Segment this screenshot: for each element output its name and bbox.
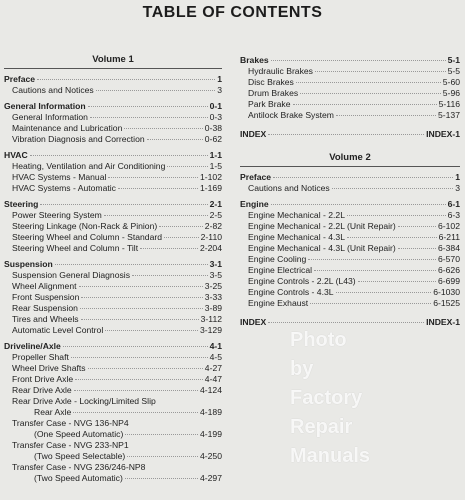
leader-dots bbox=[300, 93, 441, 94]
toc-entry[interactable] bbox=[4, 440, 222, 451]
leader-dots bbox=[147, 139, 203, 140]
entry-label: Engine Exhaust bbox=[248, 298, 309, 308]
leader-dots bbox=[80, 308, 203, 309]
entry-label: Engine bbox=[240, 199, 269, 209]
entry-label: Engine Controls - 4.3L bbox=[248, 287, 334, 297]
entry-page: 5-96 bbox=[442, 88, 460, 98]
leader-dots bbox=[358, 281, 436, 282]
entry-page: 3-33 bbox=[204, 292, 222, 302]
toc-entry[interactable] bbox=[4, 281, 222, 292]
leader-dots bbox=[88, 106, 208, 107]
entry-label: Power Steering System bbox=[12, 210, 102, 220]
leader-dots bbox=[273, 177, 453, 178]
leader-dots bbox=[332, 188, 454, 189]
leader-dots bbox=[336, 115, 436, 116]
toc-entry[interactable] bbox=[4, 363, 222, 374]
leader-dots bbox=[73, 412, 198, 413]
toc-entry[interactable] bbox=[240, 298, 460, 309]
entry-page: 2-204 bbox=[200, 243, 222, 253]
toc-entry[interactable] bbox=[4, 396, 222, 407]
leader-dots bbox=[271, 60, 446, 61]
leader-dots bbox=[167, 166, 207, 167]
leader-dots bbox=[159, 226, 203, 227]
toc-entry[interactable] bbox=[4, 161, 222, 172]
toc-entry[interactable] bbox=[240, 77, 460, 88]
toc-section bbox=[240, 55, 460, 121]
entry-page: 6-626 bbox=[438, 265, 460, 275]
entry-label: Maintenance and Lubrication bbox=[12, 123, 123, 133]
leader-dots bbox=[71, 357, 208, 358]
entry-label: Cautions and Notices bbox=[248, 183, 330, 193]
entry-label-continued: Rear Axle bbox=[34, 407, 72, 417]
section-heading[interactable] bbox=[240, 55, 460, 66]
entry-page: 6-1525 bbox=[433, 298, 460, 308]
leader-dots bbox=[308, 259, 436, 260]
entry-label: Rear Drive Axle - Locking/Limited Slip bbox=[12, 396, 156, 406]
toc-section bbox=[4, 150, 222, 194]
leader-dots bbox=[74, 390, 198, 391]
entry-page: 5-60 bbox=[442, 77, 460, 87]
leader-dots bbox=[314, 270, 436, 271]
entry-label: Engine Cooling bbox=[248, 254, 307, 264]
leader-dots bbox=[127, 456, 198, 457]
entry-label: Engine Mechanical - 2.2L bbox=[248, 210, 345, 220]
toc-entry[interactable] bbox=[4, 112, 222, 123]
entry-label: Rear Drive Axle bbox=[12, 385, 72, 395]
entry-page: 2-1 bbox=[209, 199, 222, 209]
entry-label: Wheel Alignment bbox=[12, 281, 77, 291]
leader-dots bbox=[105, 330, 198, 331]
toc-entry[interactable] bbox=[240, 110, 460, 121]
entry-page: 1 bbox=[217, 74, 222, 84]
leader-dots bbox=[55, 264, 208, 265]
entry-label: Driveline/Axle bbox=[4, 341, 61, 351]
toc-entry[interactable] bbox=[4, 270, 222, 281]
entry-page: 4-199 bbox=[200, 429, 222, 439]
entry-label: HVAC Systems - Automatic bbox=[12, 183, 116, 193]
toc-entry[interactable] bbox=[4, 123, 222, 134]
volume-2-heading: Volume 2 bbox=[329, 152, 371, 163]
entry-page: 3-129 bbox=[200, 325, 222, 335]
entry-label: Steering bbox=[4, 199, 39, 209]
toc-entry[interactable] bbox=[4, 385, 222, 396]
entry-page: 4-124 bbox=[200, 385, 222, 395]
entry-label: General Information bbox=[4, 101, 86, 111]
entry-page: 6-102 bbox=[438, 221, 460, 231]
entry-page: 1-5 bbox=[209, 161, 222, 171]
entry-label-continued: (Two Speed Automatic) bbox=[34, 473, 123, 483]
entry-page: 3-1 bbox=[209, 259, 222, 269]
toc-entry[interactable] bbox=[4, 221, 222, 232]
toc-entry[interactable] bbox=[240, 210, 460, 221]
entry-page: 6-699 bbox=[438, 276, 460, 286]
entry-page: 3-112 bbox=[200, 314, 222, 324]
toc-section bbox=[240, 172, 460, 194]
entry-label: Preface bbox=[240, 172, 272, 182]
entry-label: HVAC bbox=[4, 150, 28, 160]
toc-entry[interactable] bbox=[240, 276, 460, 287]
toc-section bbox=[240, 199, 460, 309]
entry-label: Antilock Brake System bbox=[248, 110, 334, 120]
watermark-line: Factory bbox=[290, 387, 363, 409]
toc-entry[interactable] bbox=[4, 134, 222, 145]
entry-label: Cautions and Notices bbox=[12, 85, 94, 95]
index-entry-volume-1[interactable] bbox=[240, 129, 460, 140]
toc-entry[interactable] bbox=[4, 418, 222, 429]
entry-page: 5-116 bbox=[438, 99, 460, 109]
entry-label: Steering Linkage (Non-Rack & Pinion) bbox=[12, 221, 158, 231]
entry-page: 2-82 bbox=[204, 221, 222, 231]
entry-page: 0-62 bbox=[204, 134, 222, 144]
toc-entry[interactable] bbox=[240, 287, 460, 298]
entry-label: Engine Mechanical - 2.2L (Unit Repair) bbox=[248, 221, 396, 231]
entry-label: Rear Suspension bbox=[12, 303, 78, 313]
index-label: INDEX bbox=[240, 317, 267, 327]
left-column bbox=[4, 50, 222, 484]
toc-entry[interactable] bbox=[4, 325, 222, 336]
leader-dots bbox=[40, 204, 207, 205]
entry-label: Front Suspension bbox=[12, 292, 80, 302]
leader-dots bbox=[398, 248, 436, 249]
entry-page: 5-5 bbox=[447, 66, 460, 76]
leader-dots bbox=[75, 379, 203, 380]
toc-entry[interactable] bbox=[240, 88, 460, 99]
entry-page: 3-25 bbox=[204, 281, 222, 291]
toc-entry[interactable] bbox=[4, 303, 222, 314]
entry-page: 4-27 bbox=[204, 363, 222, 373]
leader-dots bbox=[108, 177, 198, 178]
index-page: INDEX-1 bbox=[426, 317, 460, 327]
leader-dots bbox=[268, 322, 424, 323]
toc-entry-continued[interactable] bbox=[4, 407, 222, 418]
entry-label-continued: (One Speed Automatic) bbox=[34, 429, 124, 439]
entry-page: 6-570 bbox=[438, 254, 460, 264]
divider bbox=[240, 166, 460, 167]
leader-dots bbox=[90, 117, 208, 118]
toc-entry[interactable] bbox=[240, 232, 460, 243]
leader-dots bbox=[398, 226, 436, 227]
toc-section bbox=[4, 259, 222, 336]
entry-label: Engine Controls - 2.2L (L43) bbox=[248, 276, 356, 286]
entry-page: 4-1 bbox=[209, 341, 222, 351]
index-label: INDEX bbox=[240, 129, 267, 139]
leader-dots bbox=[140, 248, 198, 249]
section-heading[interactable] bbox=[4, 101, 222, 112]
divider bbox=[4, 68, 222, 69]
entry-page: 6-1 bbox=[447, 199, 460, 209]
toc-entry[interactable] bbox=[240, 254, 460, 265]
entry-label: Disc Brakes bbox=[248, 77, 294, 87]
watermark-line: Manuals bbox=[290, 445, 371, 467]
section-heading[interactable] bbox=[4, 259, 222, 270]
entry-page: 4-189 bbox=[200, 407, 222, 417]
toc-entry-continued[interactable] bbox=[4, 429, 222, 440]
entry-page: 4-250 bbox=[200, 451, 222, 461]
entry-label: Engine Mechanical - 4.3L (Unit Repair) bbox=[248, 243, 396, 253]
watermark bbox=[290, 326, 370, 471]
entry-page: 2-110 bbox=[200, 232, 222, 242]
entry-page: 1-169 bbox=[200, 183, 222, 193]
entry-label: Suspension General Diagnosis bbox=[12, 270, 130, 280]
entry-page: 2-5 bbox=[209, 210, 222, 220]
entry-label: Heating, Ventilation and Air Conditioning bbox=[12, 161, 166, 171]
leader-dots bbox=[164, 237, 199, 238]
entry-label: Brakes bbox=[240, 55, 269, 65]
toc-entry[interactable] bbox=[4, 183, 222, 194]
section-heading[interactable] bbox=[240, 172, 460, 183]
entry-page: 1-102 bbox=[200, 172, 222, 182]
entry-label: Engine Electrical bbox=[248, 265, 313, 275]
leader-dots bbox=[296, 82, 441, 83]
entry-page: 6-3 bbox=[447, 210, 460, 220]
index-page: INDEX-1 bbox=[426, 129, 460, 139]
leader-dots bbox=[30, 155, 208, 156]
leader-dots bbox=[37, 79, 215, 80]
entry-label: Park Brake bbox=[248, 99, 291, 109]
entry-page: 1-1 bbox=[209, 150, 222, 160]
entry-label: HVAC Systems - Manual bbox=[12, 172, 107, 182]
leader-dots bbox=[310, 303, 431, 304]
entry-label: Automatic Level Control bbox=[12, 325, 104, 335]
section-heading[interactable] bbox=[240, 199, 460, 210]
section-heading[interactable] bbox=[4, 74, 222, 85]
entry-page: 0-3 bbox=[209, 112, 222, 122]
toc-entry-continued[interactable] bbox=[4, 473, 222, 484]
entry-page: 4-47 bbox=[204, 374, 222, 384]
entry-page: 3 bbox=[217, 85, 222, 95]
leader-dots bbox=[81, 297, 202, 298]
toc-section bbox=[4, 101, 222, 145]
toc-entry[interactable] bbox=[4, 292, 222, 303]
entry-label: General Information bbox=[12, 112, 88, 122]
entry-page: 3 bbox=[455, 183, 460, 193]
leader-dots bbox=[125, 478, 198, 479]
entry-page: 5-137 bbox=[438, 110, 460, 120]
entry-label: Hydraulic Brakes bbox=[248, 66, 313, 76]
entry-label: Steering Wheel and Column - Tilt bbox=[12, 243, 139, 253]
section-heading[interactable] bbox=[4, 150, 222, 161]
entry-label: Front Drive Axle bbox=[12, 374, 74, 384]
toc-entry[interactable] bbox=[240, 243, 460, 254]
toc-entry[interactable] bbox=[240, 99, 460, 110]
toc-entry[interactable] bbox=[4, 374, 222, 385]
leader-dots bbox=[79, 286, 203, 287]
entry-label: Preface bbox=[4, 74, 36, 84]
entry-page: 4-297 bbox=[200, 473, 222, 483]
entry-page: 6-1030 bbox=[433, 287, 460, 297]
watermark-line: Photo bbox=[290, 329, 347, 351]
entry-label: Wheel Drive Shafts bbox=[12, 363, 86, 373]
leader-dots bbox=[118, 188, 198, 189]
entry-page: 5-1 bbox=[447, 55, 460, 65]
leader-dots bbox=[132, 275, 208, 276]
toc-entry[interactable] bbox=[240, 221, 460, 232]
leader-dots bbox=[293, 104, 437, 105]
toc-entry-continued[interactable] bbox=[4, 451, 222, 462]
watermark-line: Repair bbox=[290, 416, 353, 438]
leader-dots bbox=[125, 434, 198, 435]
entry-page: 4-5 bbox=[209, 352, 222, 362]
watermark-line: by bbox=[290, 358, 314, 380]
toc-section bbox=[4, 341, 222, 484]
entry-page: 3-5 bbox=[209, 270, 222, 280]
leader-dots bbox=[271, 204, 446, 205]
toc-entry[interactable] bbox=[4, 232, 222, 243]
toc-entry[interactable] bbox=[240, 66, 460, 77]
entry-label: Engine Mechanical - 4.3L bbox=[248, 232, 345, 242]
entry-label-continued: (Two Speed Selectable) bbox=[34, 451, 126, 461]
leader-dots bbox=[347, 215, 446, 216]
leader-dots bbox=[88, 368, 203, 369]
leader-dots bbox=[315, 71, 446, 72]
toc-entry[interactable] bbox=[4, 85, 222, 96]
entry-page: 6-211 bbox=[438, 232, 460, 242]
right-bottom-sections bbox=[240, 172, 460, 309]
leader-dots bbox=[81, 319, 199, 320]
left-sections bbox=[4, 74, 222, 484]
entry-page: 3-89 bbox=[204, 303, 222, 313]
toc-entry[interactable] bbox=[4, 462, 222, 473]
leader-dots bbox=[347, 237, 437, 238]
entry-label: Transfer Case - NVG 136-NP4 bbox=[12, 418, 129, 428]
right-column bbox=[240, 50, 460, 328]
toc-entry[interactable] bbox=[240, 183, 460, 194]
right-top-sections bbox=[240, 55, 460, 121]
entry-label: Vibration Diagnosis and Correction bbox=[12, 134, 145, 144]
toc-entry[interactable] bbox=[4, 210, 222, 221]
toc-entry[interactable] bbox=[4, 243, 222, 254]
leader-dots bbox=[336, 292, 432, 293]
section-heading[interactable] bbox=[4, 341, 222, 352]
entry-label: Transfer Case - NVG 236/246-NP8 bbox=[12, 462, 146, 472]
entry-page: 0-1 bbox=[209, 101, 222, 111]
toc-section bbox=[4, 199, 222, 254]
entry-page: 6-384 bbox=[438, 243, 460, 253]
entry-label: Drum Brakes bbox=[248, 88, 299, 98]
volume-1-heading: Volume 1 bbox=[92, 54, 134, 65]
leader-dots bbox=[268, 134, 424, 135]
entry-label: Propeller Shaft bbox=[12, 352, 69, 362]
page-title: TABLE OF CONTENTS bbox=[142, 4, 323, 21]
entry-label: Tires and Wheels bbox=[12, 314, 79, 324]
entry-page: 0-38 bbox=[204, 123, 222, 133]
toc-entry[interactable] bbox=[4, 172, 222, 183]
entry-page: 1 bbox=[455, 172, 460, 182]
entry-label: Transfer Case - NVG 233-NP1 bbox=[12, 440, 129, 450]
section-heading[interactable] bbox=[4, 199, 222, 210]
toc-entry[interactable] bbox=[4, 314, 222, 325]
toc-entry[interactable] bbox=[240, 265, 460, 276]
entry-label: Suspension bbox=[4, 259, 53, 269]
entry-label: Steering Wheel and Column - Standard bbox=[12, 232, 162, 242]
leader-dots bbox=[124, 128, 202, 129]
leader-dots bbox=[63, 346, 208, 347]
leader-dots bbox=[96, 90, 216, 91]
toc-section bbox=[4, 74, 222, 96]
toc-entry[interactable] bbox=[4, 352, 222, 363]
leader-dots bbox=[104, 215, 208, 216]
